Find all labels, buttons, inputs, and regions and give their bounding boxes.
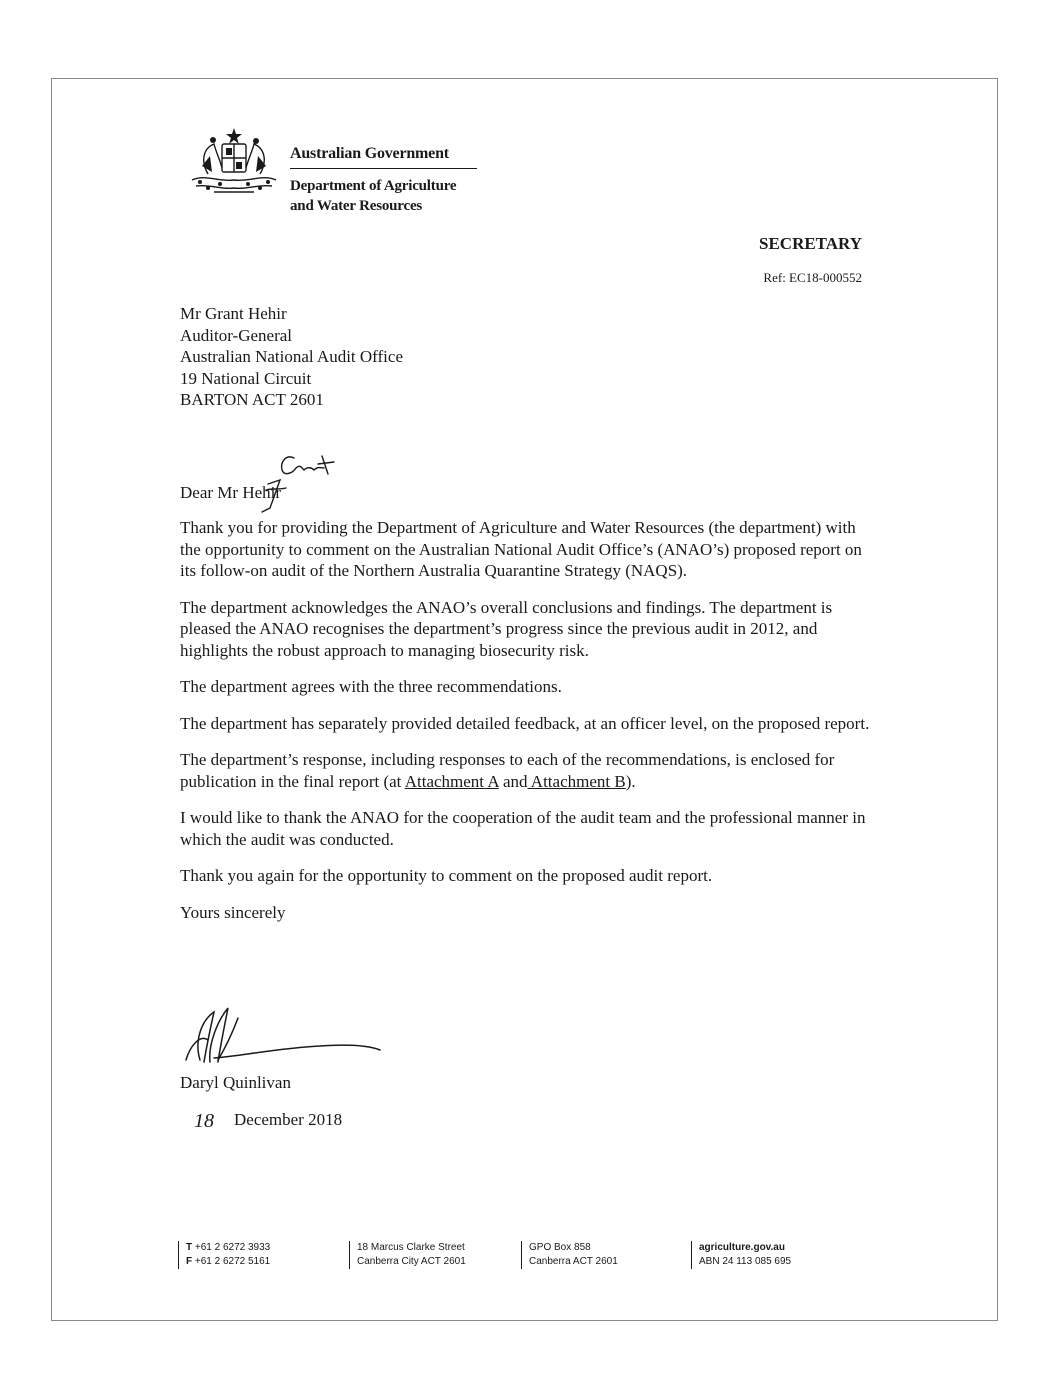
footer-po-city: Canberra ACT 2601 — [529, 1256, 618, 1267]
footer-street-address — [349, 1241, 466, 1269]
letterhead-divider — [290, 168, 477, 169]
recipient-city: BARTON ACT 2601 — [180, 390, 324, 409]
salutation-surname: Hehir — [242, 483, 282, 502]
paragraph-1: Thank you for providing the Department of Agriculture and Water Resources (the department) with the opportunity to comment on the Australian National Audit Office’s (ANAO’s) proposed report on its follow-on audit of the Northern Australia Quarantine Strategy (NAQS). — [180, 518, 862, 580]
government-name: Australian Government — [290, 145, 449, 162]
paragraph-5-end: ). — [625, 771, 636, 791]
footer-phone — [178, 1241, 270, 1269]
paragraph-6: I would like to thank the ANAO for the cooperation of the audit team and the professional manner in which the audit was conducted. — [180, 808, 866, 849]
footer-abn: ABN 24 113 085 695 — [699, 1256, 792, 1267]
fax-label: F — [186, 1256, 193, 1267]
footer-web — [691, 1241, 791, 1269]
paragraph-2: The department acknowledges the ANAO’s overall conclusions and findings. The department is pleased the ANAO recognises the department’s progress since the previous audit in 2012, and highlights the robust approach to managing biosecurity risk. — [180, 597, 833, 660]
paragraph-5 — [180, 749, 870, 792]
recipient-organisation: Australian National Audit Office — [180, 347, 403, 366]
recipient-title: Auditor-General — [180, 325, 293, 345]
attachment-a-link[interactable]: Attachment A — [404, 771, 499, 791]
phone-label: T — [186, 1242, 193, 1253]
salutation — [180, 483, 281, 503]
recipient-address — [180, 303, 403, 411]
phone-number: +61 2 6272 3933 — [194, 1242, 271, 1253]
paragraph-7: Thank you again for the opportunity to comment on the proposed audit report. — [180, 866, 713, 885]
date-month-year: December 2018 — [234, 1110, 343, 1129]
paragraph-5-text: The department’s response, including responses to each of the recommendations, is enclosed for publication in the final report (at — [180, 750, 835, 791]
footer-street: 18 Marcus Clarke Street — [357, 1242, 465, 1253]
footer-postal-address — [521, 1241, 618, 1269]
date-day-handwritten: 18 — [194, 1110, 214, 1132]
paragraph-4: The department has separately provided detailed feedback, at an officer level, on the proposed report. — [180, 713, 870, 733]
department-name-line-1: Department of Agriculture — [290, 178, 457, 194]
department-name-line-2: and Water Resources — [290, 198, 423, 214]
office-title: SECRETARY — [759, 234, 862, 253]
footer-city: Canberra City ACT 2601 — [357, 1256, 466, 1267]
recipient-name: Mr Grant Hehir — [180, 304, 287, 323]
reference-number: Ref: EC18-000552 — [763, 270, 862, 285]
closing: Yours sincerely — [180, 902, 286, 922]
paragraph-5-and: and — [498, 771, 528, 791]
coat-of-arms-logo — [186, 126, 282, 204]
footer-fax-line — [186, 1255, 270, 1269]
signature — [180, 1000, 390, 1072]
footer-phone-line — [186, 1241, 270, 1255]
footer-po-box: GPO Box 858 — [529, 1242, 591, 1253]
fax-number: +61 2 6272 5161 — [194, 1256, 271, 1267]
recipient-street: 19 National Circuit — [180, 368, 312, 388]
attachment-b-link[interactable]: Attachment B — [527, 771, 626, 791]
letter-body — [180, 517, 870, 938]
department-name — [290, 176, 456, 216]
salutation-prefix: Dear Mr — [180, 483, 239, 502]
footer-website-link[interactable]: agriculture.gov.au — [699, 1242, 785, 1253]
signer-name: Daryl Quinlivan — [180, 1073, 291, 1092]
paragraph-3: The department agrees with the three recommendations. — [180, 677, 562, 696]
